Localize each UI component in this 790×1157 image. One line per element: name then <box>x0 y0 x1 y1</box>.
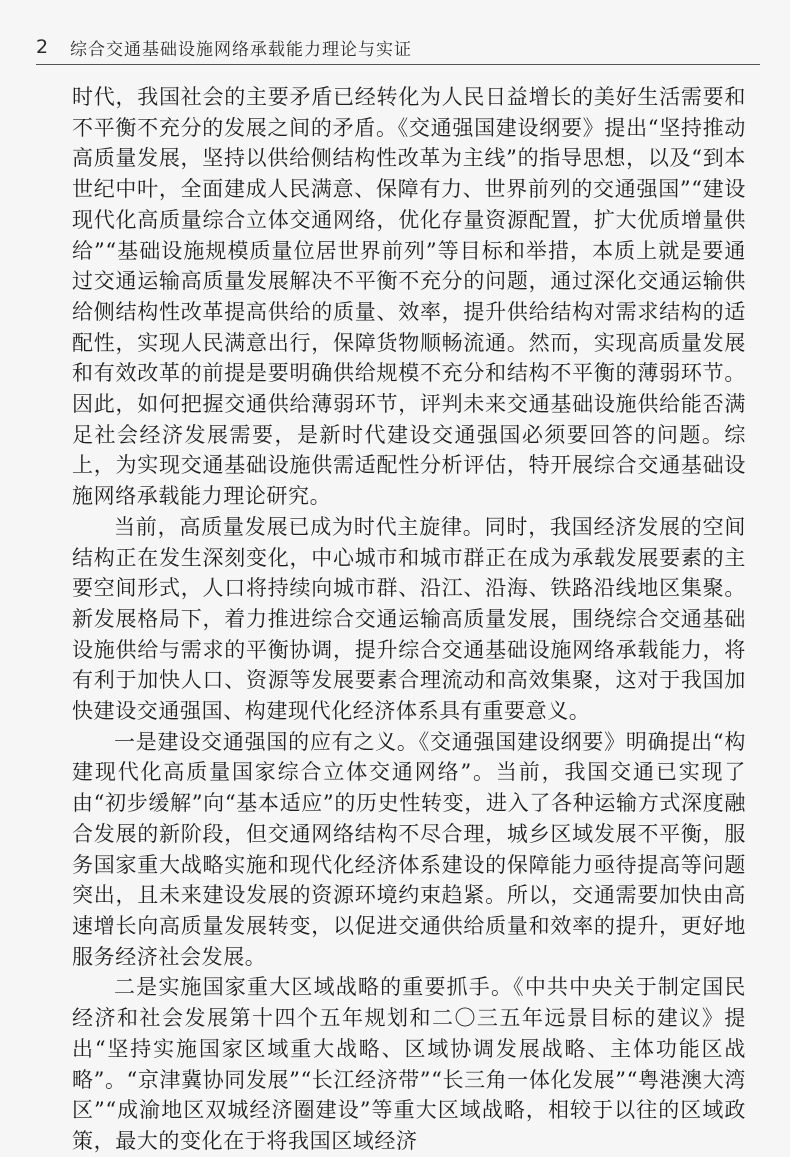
page-number: 2 <box>36 36 49 58</box>
paragraph-transport-power: 一是建设交通强国的应有之义。《交通强国建设纲要》明确提出“构建现代化高质量国家综合立体交通网络”。当前，我国交通已实现了由“初步缓解”向“基本适应”的历史性转变，进入了各种运输方式深度融合发展的新阶段，但交通网络结构不尽合理，城乡区域发展不平衡，服务国家重大战略实施和现代化经济体系建设的保障能力亟待提高等问题突出，且未来建设发展的资源环境约束趋紧。所以，交通需要加快由高速增长向高质量发展转变，以促进交通供给质量和效率的提升，更好地服务经济社会发展。 <box>72 729 746 969</box>
paragraph-regional-strategy: 二是实施国家重大区域战略的重要抓手。《中共中央关于制定国民经济和社会发展第十四个五年规划和二〇三五年远景目标的建议》提出“坚持实施国家区域重大战略、区域协调发展战略、主体功能区战略”。“京津冀协同发展”“长江经济带”“长三角一体化发展”“粤港澳大湾区”“成渝地区双城经济圈建设”等重大区域战略，相较于以往的区域政策，最大的变化在于将我国区域经济 <box>72 975 746 1153</box>
running-header <box>36 30 760 65</box>
paragraph-high-quality-development: 当前，高质量发展已成为时代主旋律。同时，我国经济发展的空间结构正在发生深刻变化，中心城市和城市群正在成为承载发展要素的主要空间形式，人口将持续向城市群、沿江、沿海、铁路沿线地区集聚。新发展格局下，着力推进综合交通运输高质量发展，围绕综合交通基础设施供给与需求的平衡协调，提升综合交通基础设施网络承载能力，将有利于加快人口、资源等发展要素合理流动和高效集聚，这对于我国加快建设交通强国、构建现代化经济体系具有重要意义。 <box>72 514 746 724</box>
paragraph-continued: 时代，我国社会的主要矛盾已经转化为人民日益增长的美好生活需要和不平衡不充分的发展之间的矛盾。《交通强国建设纲要》提出“坚持推动高质量发展，坚持以供给侧结构性改革为主线”的指导思想，以及“到本世纪中叶，全面建成人民满意、保障有力、世界前列的交通强国”“建设现代化高质量综合立体交通网络，优化存量资源配置，扩大优质增量供给”“基础设施规模质量位居世界前列”等目标和举措，本质上就是要通过交通运输高质量发展解决不平衡不充分的问题，通过深化交通运输供给侧结构性改革提高供给的质量、效率，提升供给结构对需求结构的适配性，实现人民满意出行，保障货物顺畅流通。然而，实现高质量发展和有效改革的前提是要明确供给规模不充分和结构不平衡的薄弱环节。因此，如何把握交通供给薄弱环节，评判未来交通基础设施供给能否满足社会经济发展需要，是新时代建设交通强国必须要回答的问题。综上，为实现交通基础设施供需适配性分析评估，特开展综合交通基础设施网络承载能力理论研究。 <box>72 85 746 509</box>
body-text <box>72 82 746 1157</box>
running-title: 综合交通基础设施网络承载能力理论与实证 <box>70 39 412 60</box>
